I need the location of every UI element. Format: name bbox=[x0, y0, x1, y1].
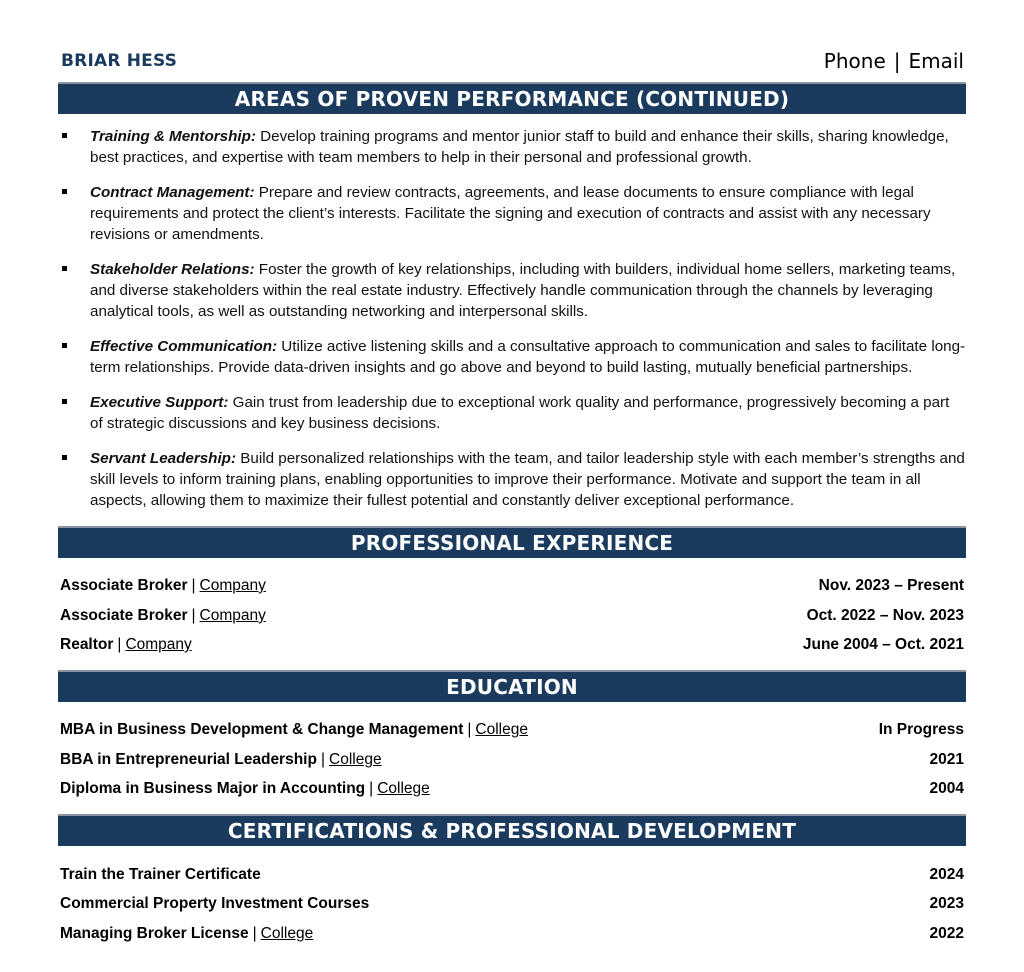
school-name: College bbox=[475, 721, 528, 738]
item-lead: Executive Support: bbox=[90, 394, 229, 411]
education-row bbox=[60, 778, 964, 800]
certification-title: Commercial Property Investment Courses bbox=[60, 895, 370, 912]
certification-row bbox=[60, 864, 964, 886]
section-title-performance: AREAS OF PROVEN PERFORMANCE (CONTINUED) bbox=[58, 82, 966, 114]
section-title-education: EDUCATION bbox=[58, 670, 966, 702]
bullet-square-icon bbox=[62, 455, 67, 460]
bullet-square-icon bbox=[62, 133, 67, 138]
list-item bbox=[58, 126, 966, 168]
degree-title: MBA in Business Development & Change Management bbox=[60, 721, 464, 738]
bullet-square-icon bbox=[62, 343, 67, 348]
list-item bbox=[58, 448, 966, 511]
company-name: Company bbox=[199, 577, 266, 594]
list-item bbox=[58, 336, 966, 378]
section-title-certifications: CERTIFICATIONS & PROFESSIONAL DEVELOPMENT bbox=[58, 814, 966, 846]
degree-date: 2021 bbox=[929, 751, 964, 768]
list-item bbox=[58, 392, 966, 434]
item-text: Build personalized relationships with the team, and tailor leadership style with each member’s strengths and skill levels to inform training plans, enabling opportunities to improve their performance. Motivate and support the team in all aspects, allowing them to maximize their fullest potential and constantly deliver exceptional performance. bbox=[90, 450, 965, 509]
experience-row bbox=[60, 634, 964, 656]
degree-date: In Progress bbox=[878, 721, 964, 738]
experience-row bbox=[60, 605, 964, 627]
item-text: Foster the growth of key relationships, including with builders, individual home sellers, marketing teams, and diverse stakeholders within the real estate industry. Effectively handle communication through the channels by leveraging analytical tools, as well as outstanding networking and interpersonal skills. bbox=[90, 261, 956, 320]
item-lead: Effective Communication: bbox=[90, 338, 278, 355]
section-title-experience: PROFESSIONAL EXPERIENCE bbox=[58, 526, 966, 558]
degree-title: BBA in Entrepreneurial Leadership bbox=[60, 751, 317, 768]
item-lead: Contract Management: bbox=[90, 184, 255, 201]
separator: | bbox=[369, 780, 374, 797]
list-item bbox=[58, 182, 966, 245]
item-lead: Stakeholder Relations: bbox=[90, 261, 255, 278]
job-dates: Nov. 2023 – Present bbox=[818, 577, 964, 594]
issuer-name: College bbox=[260, 925, 314, 942]
job-dates: June 2004 – Oct. 2021 bbox=[802, 636, 964, 653]
education-row bbox=[60, 719, 964, 741]
company-name: Company bbox=[125, 636, 192, 653]
separator: | bbox=[191, 577, 196, 594]
item-text: Gain trust from leadership due to exceptional work quality and performance, progressively becoming a part of strategic discussions and key business decisions. bbox=[90, 394, 950, 432]
contact-separator: | bbox=[893, 49, 901, 73]
school-name: College bbox=[377, 780, 430, 797]
item-text: Prepare and review contracts, agreements, and lease documents to ensure compliance with legal requirements and protect the client’s interests. Facilitate the signing and execution of contracts and assist with any necessary revisions or amendments. bbox=[90, 184, 931, 243]
item-text: Develop training programs and mentor junior staff to build and enhance their skills, sharing knowledge, best practices, and expertise with team members to help in their personal and professional growth. bbox=[90, 128, 949, 166]
resume-header bbox=[58, 49, 964, 75]
job-title: Associate Broker bbox=[60, 577, 188, 594]
performance-list bbox=[58, 126, 966, 525]
phone-text: Phone bbox=[823, 49, 886, 73]
contact-info bbox=[824, 49, 964, 73]
certification-row bbox=[60, 893, 964, 915]
degree-title: Diploma in Business Major in Accounting bbox=[60, 780, 366, 797]
job-title: Associate Broker bbox=[60, 607, 188, 624]
bullet-square-icon bbox=[62, 266, 67, 271]
certification-year: 2022 bbox=[929, 925, 964, 942]
separator: | bbox=[191, 607, 196, 624]
certification-title: Managing Broker License bbox=[60, 925, 249, 942]
list-item bbox=[58, 259, 966, 322]
degree-date: 2004 bbox=[929, 780, 964, 797]
separator: | bbox=[467, 721, 472, 738]
certification-year: 2024 bbox=[929, 866, 964, 883]
item-text: Utilize active listening skills and a consultative approach to communication and sales to facilitate long-term relationships. Provide data-driven insights and go above and beyond to build lasting, mutually beneficial partnerships. bbox=[90, 338, 966, 376]
email-text: Email bbox=[908, 49, 964, 73]
certification-row bbox=[60, 923, 964, 945]
company-name: Company bbox=[199, 607, 266, 624]
job-title: Realtor bbox=[60, 636, 114, 653]
separator: | bbox=[320, 751, 325, 768]
separator: | bbox=[117, 636, 122, 653]
certification-year: 2023 bbox=[929, 895, 964, 912]
school-name: College bbox=[329, 751, 382, 768]
separator: | bbox=[252, 925, 257, 942]
item-lead: Servant Leadership: bbox=[90, 450, 237, 467]
bullet-square-icon bbox=[62, 189, 67, 194]
experience-row bbox=[60, 575, 964, 597]
item-lead: Training & Mentorship: bbox=[90, 128, 256, 145]
education-row bbox=[60, 749, 964, 771]
certification-title: Train the Trainer Certificate bbox=[60, 866, 261, 883]
job-dates: Oct. 2022 – Nov. 2023 bbox=[806, 607, 964, 624]
candidate-name: BRIAR HESS bbox=[61, 51, 178, 71]
bullet-square-icon bbox=[62, 399, 67, 404]
